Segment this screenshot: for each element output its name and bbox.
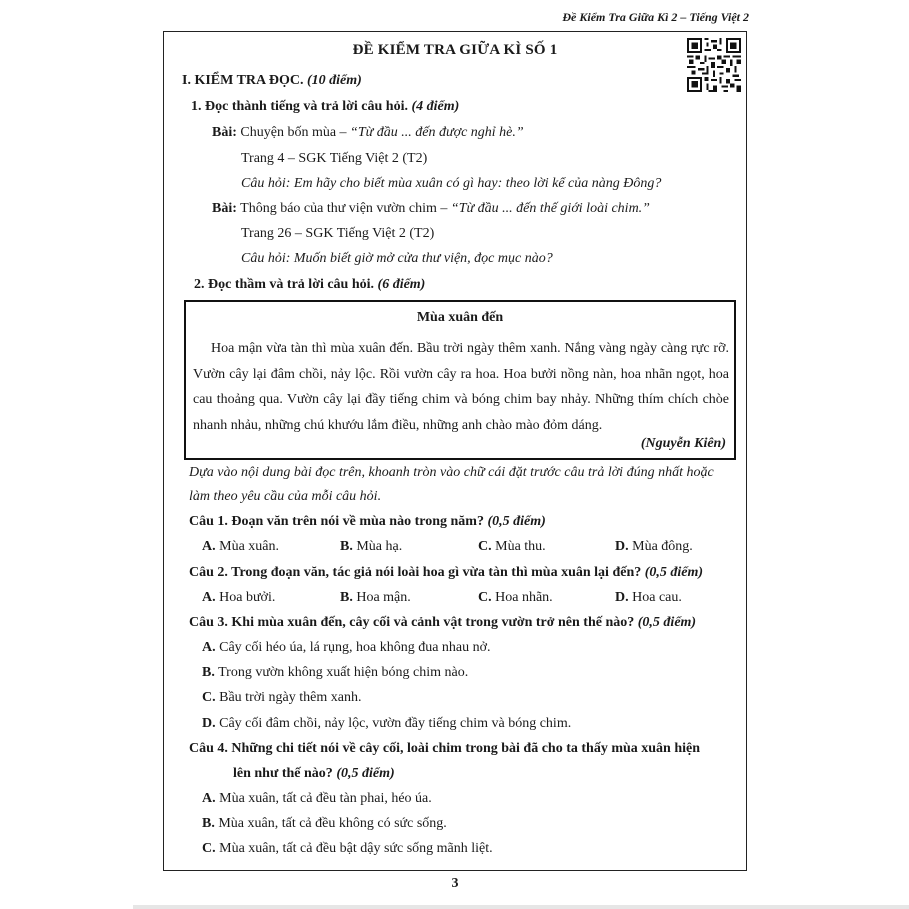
option-text: Cây cối héo úa, lá rụng, hoa không đua nhau nở. (215, 640, 491, 655)
page-title: ĐỀ KIỂM TRA GIỮA KÌ SỐ 1 (352, 42, 558, 58)
option-text: Mùa xuân, tất cả đều không có sức sống. (214, 816, 447, 831)
running-header: Đề Kiểm Tra Giữa Kì 2 – Tiếng Việt 2 (562, 10, 749, 24)
lesson2-text: Thông báo của thư viện vườn chim – (236, 201, 451, 216)
question-label: Câu 1. (189, 514, 228, 529)
q2-option-c[interactable] (478, 590, 553, 606)
option-letter: A. (202, 640, 216, 655)
question-label: Câu 3. (189, 615, 228, 630)
option-letter: A. (202, 539, 216, 554)
reading-passage-box (184, 300, 736, 460)
part2-label: 2. Đọc thầm và trả lời câu hỏi. (194, 277, 375, 292)
lesson1-line (212, 125, 524, 141)
lesson2-line (212, 201, 650, 217)
q3-option-c[interactable] (202, 690, 361, 706)
option-text: Hoa cau. (628, 590, 682, 605)
lesson2-prefix: Bài: (212, 201, 237, 216)
lesson2-page: Trang 26 – SGK Tiếng Việt 2 (T2) (241, 226, 435, 241)
q2-option-d[interactable] (615, 590, 682, 606)
page-number: 3 (451, 876, 459, 891)
q3-option-b[interactable] (202, 665, 468, 681)
q3-option-a[interactable] (202, 640, 491, 656)
lesson2-quote: “Từ đầu ... đến thế giới loài chim.” (450, 201, 650, 216)
lesson1-quote: “Từ đầu ... đến được nghỉ hè.” (350, 125, 524, 140)
option-letter: C. (202, 841, 216, 856)
option-letter: D. (615, 590, 629, 605)
q4-option-b[interactable] (202, 816, 447, 832)
lesson1-question: Câu hỏi: Em hãy cho biết mùa xuân có gì hay: theo lời kể của nàng Đông? (241, 176, 662, 191)
q2-option-a[interactable] (202, 590, 275, 606)
option-letter: A. (202, 590, 216, 605)
part1-label: 1. Đọc thành tiếng và trả lời câu hỏi. (191, 99, 408, 114)
question-4-continued (233, 766, 395, 782)
option-text: Hoa mận. (352, 590, 411, 605)
instructions-line-2: làm theo yêu cầu của mỗi câu hỏi. (189, 489, 382, 504)
question-3 (189, 615, 696, 631)
reading-paragraph: Hoa mận vừa tàn thì mùa xuân đến. Bầu trời ngày thêm xanh. Nắng vàng ngày càng rực rỡ. Vườn cây lại đâm chồi, nảy lộc. Rồi vườn cây ra hoa. Hoa bưởi nồng nàn, hoa nhãn ngọt, hoa cau thoảng qua. Vườn cây lại đầy tiếng chim và bóng chim bay nhảy. Những thím chích chòe nhanh nhảu, những chú khướu lắm điều, những anh chào mào đỏm dáng. (193, 341, 729, 433)
option-letter: B. (340, 539, 353, 554)
option-letter: B. (202, 816, 215, 831)
option-letter: C. (202, 690, 216, 705)
q1-option-a[interactable] (202, 539, 279, 555)
option-text: Mùa xuân, tất cả đều bật dậy sức sống mãnh liệt. (215, 841, 493, 856)
q4-option-c[interactable] (202, 841, 493, 857)
question-text: Trong đoạn văn, tác giả nói loài hoa gì vừa tàn thì mùa xuân lại đến? (227, 565, 642, 580)
q2-option-b[interactable] (340, 590, 411, 606)
question-label: Câu 4. (189, 741, 228, 756)
option-letter: C. (478, 590, 492, 605)
reading-title: Mùa xuân đến (416, 310, 504, 325)
part1-points: (4 điểm) (411, 99, 460, 114)
lesson2-question: Câu hỏi: Muốn biết giờ mở cửa thư viện, đọc mục nào? (241, 251, 553, 266)
section-points: (10 điểm) (306, 73, 362, 88)
part1-heading (191, 99, 459, 115)
question-points: (0,5 điểm) (483, 514, 546, 529)
reading-author: (Nguyễn Kiên) (640, 436, 726, 451)
option-letter: D. (615, 539, 629, 554)
question-4 (189, 741, 700, 757)
option-letter: C. (478, 539, 492, 554)
question-label: Câu 2. (189, 565, 228, 580)
option-text: Trong vườn không xuất hiện bóng chim nào. (214, 665, 469, 680)
option-text: Hoa nhãn. (491, 590, 553, 605)
option-text: Cây cối đâm chồi, nảy lộc, vườn đầy tiếng chim và bóng chim. (215, 716, 572, 731)
q3-option-d[interactable] (202, 716, 571, 732)
option-text: Bầu trời ngày thêm xanh. (215, 690, 362, 705)
part2-points: (6 điểm) (377, 277, 426, 292)
lesson1-page: Trang 4 – SGK Tiếng Việt 2 (T2) (241, 151, 428, 166)
q1-option-b[interactable] (340, 539, 402, 555)
q1-option-c[interactable] (478, 539, 546, 555)
question-points: (0,5 điểm) (332, 766, 395, 781)
section-label: I. KIỂM TRA ĐỌC. (182, 73, 304, 88)
bottom-divider (133, 905, 909, 909)
option-letter: A. (202, 791, 216, 806)
instructions-line-1: Dựa vào nội dung bài đọc trên, khoanh tròn vào chữ cái đặt trước câu trả lời đúng nhất hoặc (189, 465, 714, 480)
question-text: Khi mùa xuân đến, cây cối và cảnh vật trong vườn trở nên thế nào? (227, 615, 635, 630)
option-text: Mùa đông. (628, 539, 693, 554)
option-text: Mùa thu. (491, 539, 546, 554)
option-letter: B. (340, 590, 353, 605)
option-text: Mùa xuân. (215, 539, 280, 554)
question-points: (0,5 điểm) (634, 615, 697, 630)
question-1 (189, 514, 546, 530)
option-text: Mùa hạ. (352, 539, 403, 554)
lesson1-prefix: Bài: (212, 125, 237, 140)
part2-heading (194, 277, 425, 293)
lesson1-text: Chuyện bốn mùa – (236, 125, 351, 140)
question-points: (0,5 điểm) (641, 565, 704, 580)
question-text-2: lên như thế nào? (233, 766, 333, 781)
question-text: Đoạn văn trên nói về mùa nào trong năm? (227, 514, 484, 529)
q1-option-d[interactable] (615, 539, 693, 555)
option-text: Mùa xuân, tất cả đều tàn phai, héo úa. (215, 791, 432, 806)
question-2 (189, 565, 703, 581)
q4-option-a[interactable] (202, 791, 432, 807)
option-text: Hoa bưởi. (215, 590, 276, 605)
section-heading (182, 73, 362, 89)
question-text: Những chi tiết nói về cây cối, loài chim trong bài đã cho ta thấy mùa xuân hiện (227, 741, 701, 756)
option-letter: B. (202, 665, 215, 680)
option-letter: D. (202, 716, 216, 731)
